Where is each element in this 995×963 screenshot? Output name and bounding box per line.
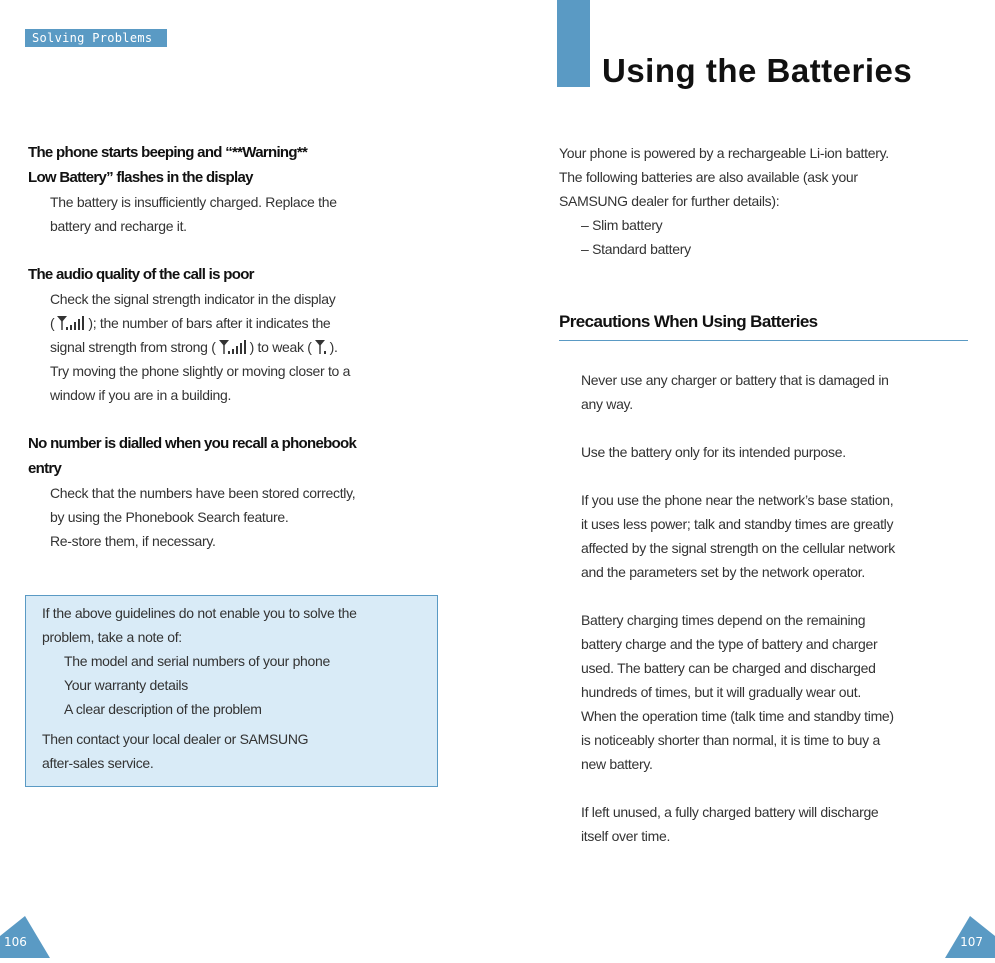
solution-text: Re-store them, if necessary. xyxy=(50,533,216,549)
solution-text: Check that the numbers have been stored correctly, xyxy=(50,485,356,501)
precaution-text: If you use the phone near the network’s base station, xyxy=(581,492,894,508)
tip-text: If the above guidelines do not enable you to solve the xyxy=(42,605,357,621)
problem-audio-quality xyxy=(28,262,428,407)
problem-phonebook-recall xyxy=(28,431,428,553)
page-number-right xyxy=(945,916,995,958)
tip-list-item: Your warranty details xyxy=(64,677,188,693)
precaution-text: Use the battery only for its intended purpose. xyxy=(581,444,846,460)
precaution-item xyxy=(581,608,981,776)
section-tag: Solving Problems xyxy=(25,29,167,47)
tip-text: after-sales service. xyxy=(42,755,154,771)
help-tip-box xyxy=(25,595,438,787)
title-accent-bar xyxy=(557,0,590,87)
problem-low-battery xyxy=(28,140,428,238)
solution-text: Try moving the phone slightly or moving closer to a xyxy=(50,363,351,379)
solution-text: signal strength from strong ( ) to weak ( ). xyxy=(50,339,338,355)
precaution-text: it uses less power; talk and standby times are greatly xyxy=(581,516,894,532)
problem-heading: No number is dialled when you recall a phonebook xyxy=(28,435,357,452)
signal-strength-full-icon xyxy=(56,315,86,331)
solution-text: window if you are in a building. xyxy=(50,387,232,403)
page-number: 106 xyxy=(4,935,27,949)
precaution-text: When the operation time (talk time and standby time) xyxy=(581,708,894,724)
page-number-left xyxy=(0,916,50,958)
solution-text: The battery is insufficiently charged. Replace the xyxy=(50,194,337,210)
precautions-list xyxy=(581,368,981,848)
precaution-item xyxy=(581,440,981,464)
precaution-text: is noticeably shorter than normal, it is time to buy a xyxy=(581,732,880,748)
precaution-text: If left unused, a fully charged battery will discharge xyxy=(581,804,879,820)
intro-text: SAMSUNG dealer for further details): xyxy=(559,193,780,209)
tip-text: Then contact your local dealer or SAMSUNG xyxy=(42,731,309,747)
page-title: Using the Batteries xyxy=(602,52,913,89)
precaution-text: any way. xyxy=(581,396,633,412)
intro-text: Your phone is powered by a rechargeable Li-ion battery. xyxy=(559,145,889,161)
precaution-text: itself over time. xyxy=(581,828,671,844)
signal-strength-weak-icon xyxy=(314,339,328,355)
page-number: 107 xyxy=(960,935,983,949)
battery-intro xyxy=(559,141,979,261)
tip-list-item: The model and serial numbers of your phone xyxy=(64,653,331,669)
intro-text: The following batteries are also available (ask your xyxy=(559,169,858,185)
precaution-text: and the parameters set by the network operator. xyxy=(581,564,865,580)
precautions-heading: Precautions When Using Batteries xyxy=(559,312,968,341)
solution-text: by using the Phonebook Search feature. xyxy=(50,509,289,525)
problem-heading: The phone starts beeping and “**Warning** xyxy=(28,144,308,161)
solution-text: ( ); the number of bars after it indicates the xyxy=(50,315,331,331)
battery-type-item: – Slim battery xyxy=(581,217,663,233)
precaution-text: affected by the signal strength on the cellular network xyxy=(581,540,895,556)
precaution-item xyxy=(581,488,981,584)
battery-type-item: – Standard battery xyxy=(581,241,691,257)
precaution-text: hundreds of times, but it will gradually wear out. xyxy=(581,684,861,700)
precaution-text: Battery charging times depend on the remaining xyxy=(581,612,866,628)
problem-heading: entry xyxy=(28,460,62,477)
tip-list-item: A clear description of the problem xyxy=(64,701,262,717)
precaution-item xyxy=(581,800,981,848)
precaution-text: used. The battery can be charged and discharged xyxy=(581,660,876,676)
tip-text: problem, take a note of: xyxy=(42,629,182,645)
precaution-text: new battery. xyxy=(581,756,653,772)
precaution-text: battery charge and the type of battery and charger xyxy=(581,636,878,652)
precaution-text: Never use any charger or battery that is damaged in xyxy=(581,372,889,388)
precaution-item xyxy=(581,368,981,416)
solution-text: Check the signal strength indicator in the display xyxy=(50,291,336,307)
problem-heading: Low Battery” flashes in the display xyxy=(28,169,253,186)
troubleshooting-list xyxy=(28,140,428,553)
signal-strength-full-icon xyxy=(218,339,248,355)
solution-text: battery and recharge it. xyxy=(50,218,187,234)
problem-heading: The audio quality of the call is poor xyxy=(28,266,254,283)
